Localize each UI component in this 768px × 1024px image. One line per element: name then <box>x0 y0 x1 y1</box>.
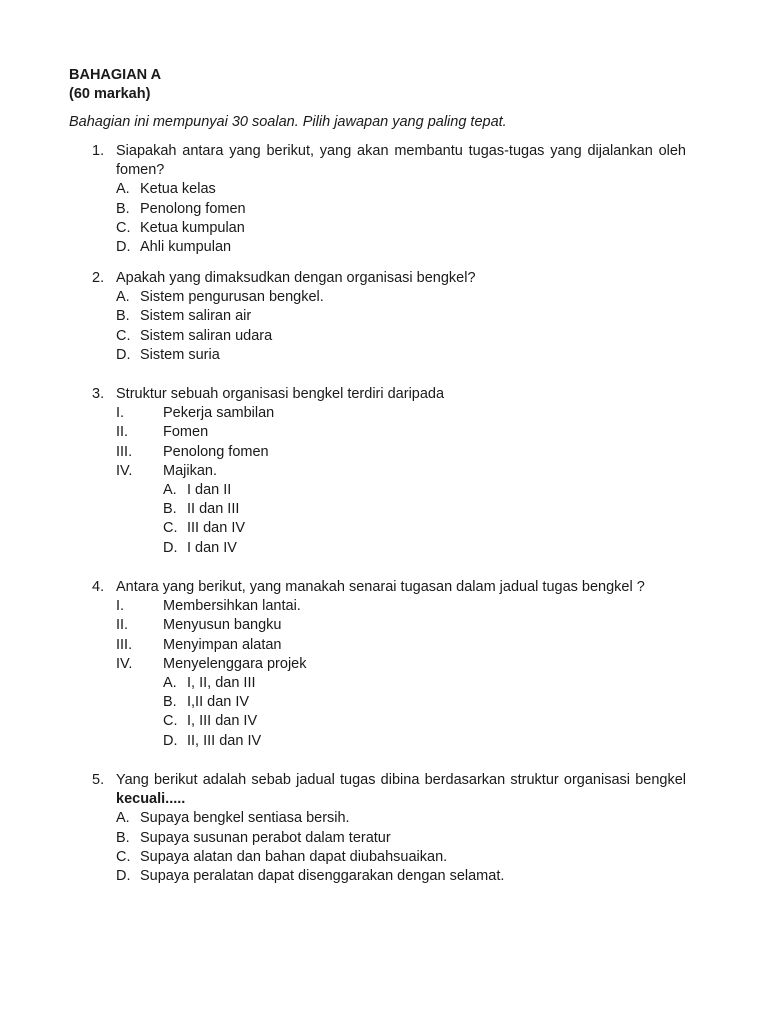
question-stem-emphasis: kecuali..... <box>116 791 186 808</box>
statement-label: IV. <box>116 655 133 672</box>
section-header <box>69 66 161 104</box>
option-text: I, III dan IV <box>187 713 258 730</box>
option-label: B. <box>116 829 130 846</box>
statement-text: Fomen <box>163 424 209 441</box>
option-a <box>116 180 686 199</box>
option-a <box>163 481 686 500</box>
question-number: 5. <box>92 772 105 788</box>
option-text: Ketua kelas <box>140 181 216 198</box>
question-5 <box>92 771 686 886</box>
statement-label: II. <box>116 424 129 441</box>
question-stem-text: Yang berikut adalah sebab jadual tugas dibina berdasarkan struktur organisasi bengkel <box>116 772 686 788</box>
statement-iv <box>116 655 686 674</box>
question-number: 2. <box>92 270 105 286</box>
option-d <box>116 238 686 257</box>
option-label: C. <box>116 848 131 865</box>
option-text: I dan II <box>187 482 232 499</box>
question-3 <box>92 385 686 558</box>
statement-i <box>116 597 686 616</box>
statement-ii <box>116 616 686 635</box>
option-label: D. <box>116 239 131 256</box>
option-text: Sistem suria <box>140 346 220 363</box>
option-text: Sistem saliran air <box>140 308 252 325</box>
option-text: Sistem pengurusan bengkel. <box>140 289 324 306</box>
question-number: 4. <box>92 579 105 595</box>
option-label: C. <box>163 713 178 730</box>
option-label: A. <box>163 675 177 692</box>
statement-ii <box>116 423 686 442</box>
question-stem: Apakah yang dimaksudkan dengan organisasi bengkel? <box>116 270 476 286</box>
statement-label: I. <box>116 598 125 615</box>
statement-label: I. <box>116 405 125 422</box>
option-c <box>116 848 686 867</box>
option-c <box>116 219 686 238</box>
statement-label: III. <box>116 636 133 653</box>
statement-i <box>116 404 686 423</box>
statement-text: Majikan. <box>163 462 217 479</box>
option-label: A. <box>116 181 130 198</box>
option-text: Supaya bengkel sentiasa bersih. <box>140 810 350 827</box>
statement-text: Menyelenggara projek <box>163 655 307 672</box>
statement-text: Penolong fomen <box>163 443 269 460</box>
option-c <box>116 327 686 346</box>
option-a <box>116 288 686 307</box>
option-label: D. <box>116 868 131 885</box>
question-stem: Antara yang berikut, yang manakah senarai tugasan dalam jadual tugas bengkel ? <box>116 579 645 595</box>
question-stem: Struktur sebuah organisasi bengkel terdiri daripada <box>116 386 445 402</box>
option-text: Supaya peralatan dapat disenggarakan dengan selamat. <box>140 868 505 885</box>
question-stem <box>116 771 686 809</box>
option-b <box>116 829 686 848</box>
option-a <box>163 674 686 693</box>
option-text: II dan III <box>187 501 240 518</box>
option-label: B. <box>116 308 130 325</box>
statement-text: Menyusun bangku <box>163 617 282 634</box>
option-b <box>116 200 686 219</box>
question-2 <box>92 269 686 365</box>
option-a <box>116 809 686 828</box>
question-4 <box>92 578 686 751</box>
option-label: D. <box>163 539 178 556</box>
statement-iv <box>116 462 686 481</box>
option-text: Ahli kumpulan <box>140 239 232 256</box>
option-label: B. <box>116 200 130 217</box>
option-label: C. <box>116 219 131 236</box>
option-label: D. <box>163 732 178 749</box>
option-label: C. <box>163 520 178 537</box>
statement-label: III. <box>116 443 133 460</box>
option-label: B. <box>163 501 177 518</box>
option-text: I,II dan IV <box>187 694 250 711</box>
option-b <box>116 307 686 326</box>
section-title: BAHAGIAN A <box>69 67 162 83</box>
option-d <box>116 867 686 886</box>
question-number: 1. <box>92 143 105 159</box>
option-d <box>116 346 686 365</box>
option-text: Sistem saliran udara <box>140 327 273 344</box>
option-text: I, II, dan III <box>187 675 256 692</box>
option-label: A. <box>163 482 177 499</box>
option-d <box>163 539 686 558</box>
statement-iii <box>116 443 686 462</box>
question-stem: Siapakah antara yang berikut, yang akan membantu tugas-tugas yang dijalankan oleh fomen? <box>116 143 686 179</box>
option-text: Supaya susunan perabot dalam teratur <box>140 829 391 846</box>
option-text: I dan IV <box>187 539 237 556</box>
option-c <box>163 519 686 538</box>
option-label: A. <box>116 810 130 827</box>
option-label: D. <box>116 346 131 363</box>
statement-iii <box>116 636 686 655</box>
option-text: II, III dan IV <box>187 732 262 749</box>
option-text: III dan IV <box>187 520 246 537</box>
question-1 <box>92 142 686 257</box>
statement-text: Membersihkan lantai. <box>163 598 301 615</box>
statement-label: II. <box>116 617 129 634</box>
option-label: B. <box>163 694 177 711</box>
statement-label: IV. <box>116 462 133 479</box>
option-text: Penolong fomen <box>140 200 246 217</box>
section-instruction: Bahagian ini mempunyai 30 soalan. Pilih jawapan yang paling tepat. <box>69 114 507 130</box>
option-label: C. <box>116 327 131 344</box>
statement-text: Menyimpan alatan <box>163 636 282 653</box>
statement-text: Pekerja sambilan <box>163 405 275 422</box>
option-label: A. <box>116 289 130 306</box>
option-text: Ketua kumpulan <box>140 219 245 236</box>
section-marks: (60 markah) <box>69 86 151 102</box>
question-number: 3. <box>92 386 105 402</box>
option-b <box>163 693 686 712</box>
option-c <box>163 712 686 731</box>
option-text: Supaya alatan dan bahan dapat diubahsuaikan. <box>140 848 448 865</box>
option-d <box>163 732 686 751</box>
option-b <box>163 500 686 519</box>
